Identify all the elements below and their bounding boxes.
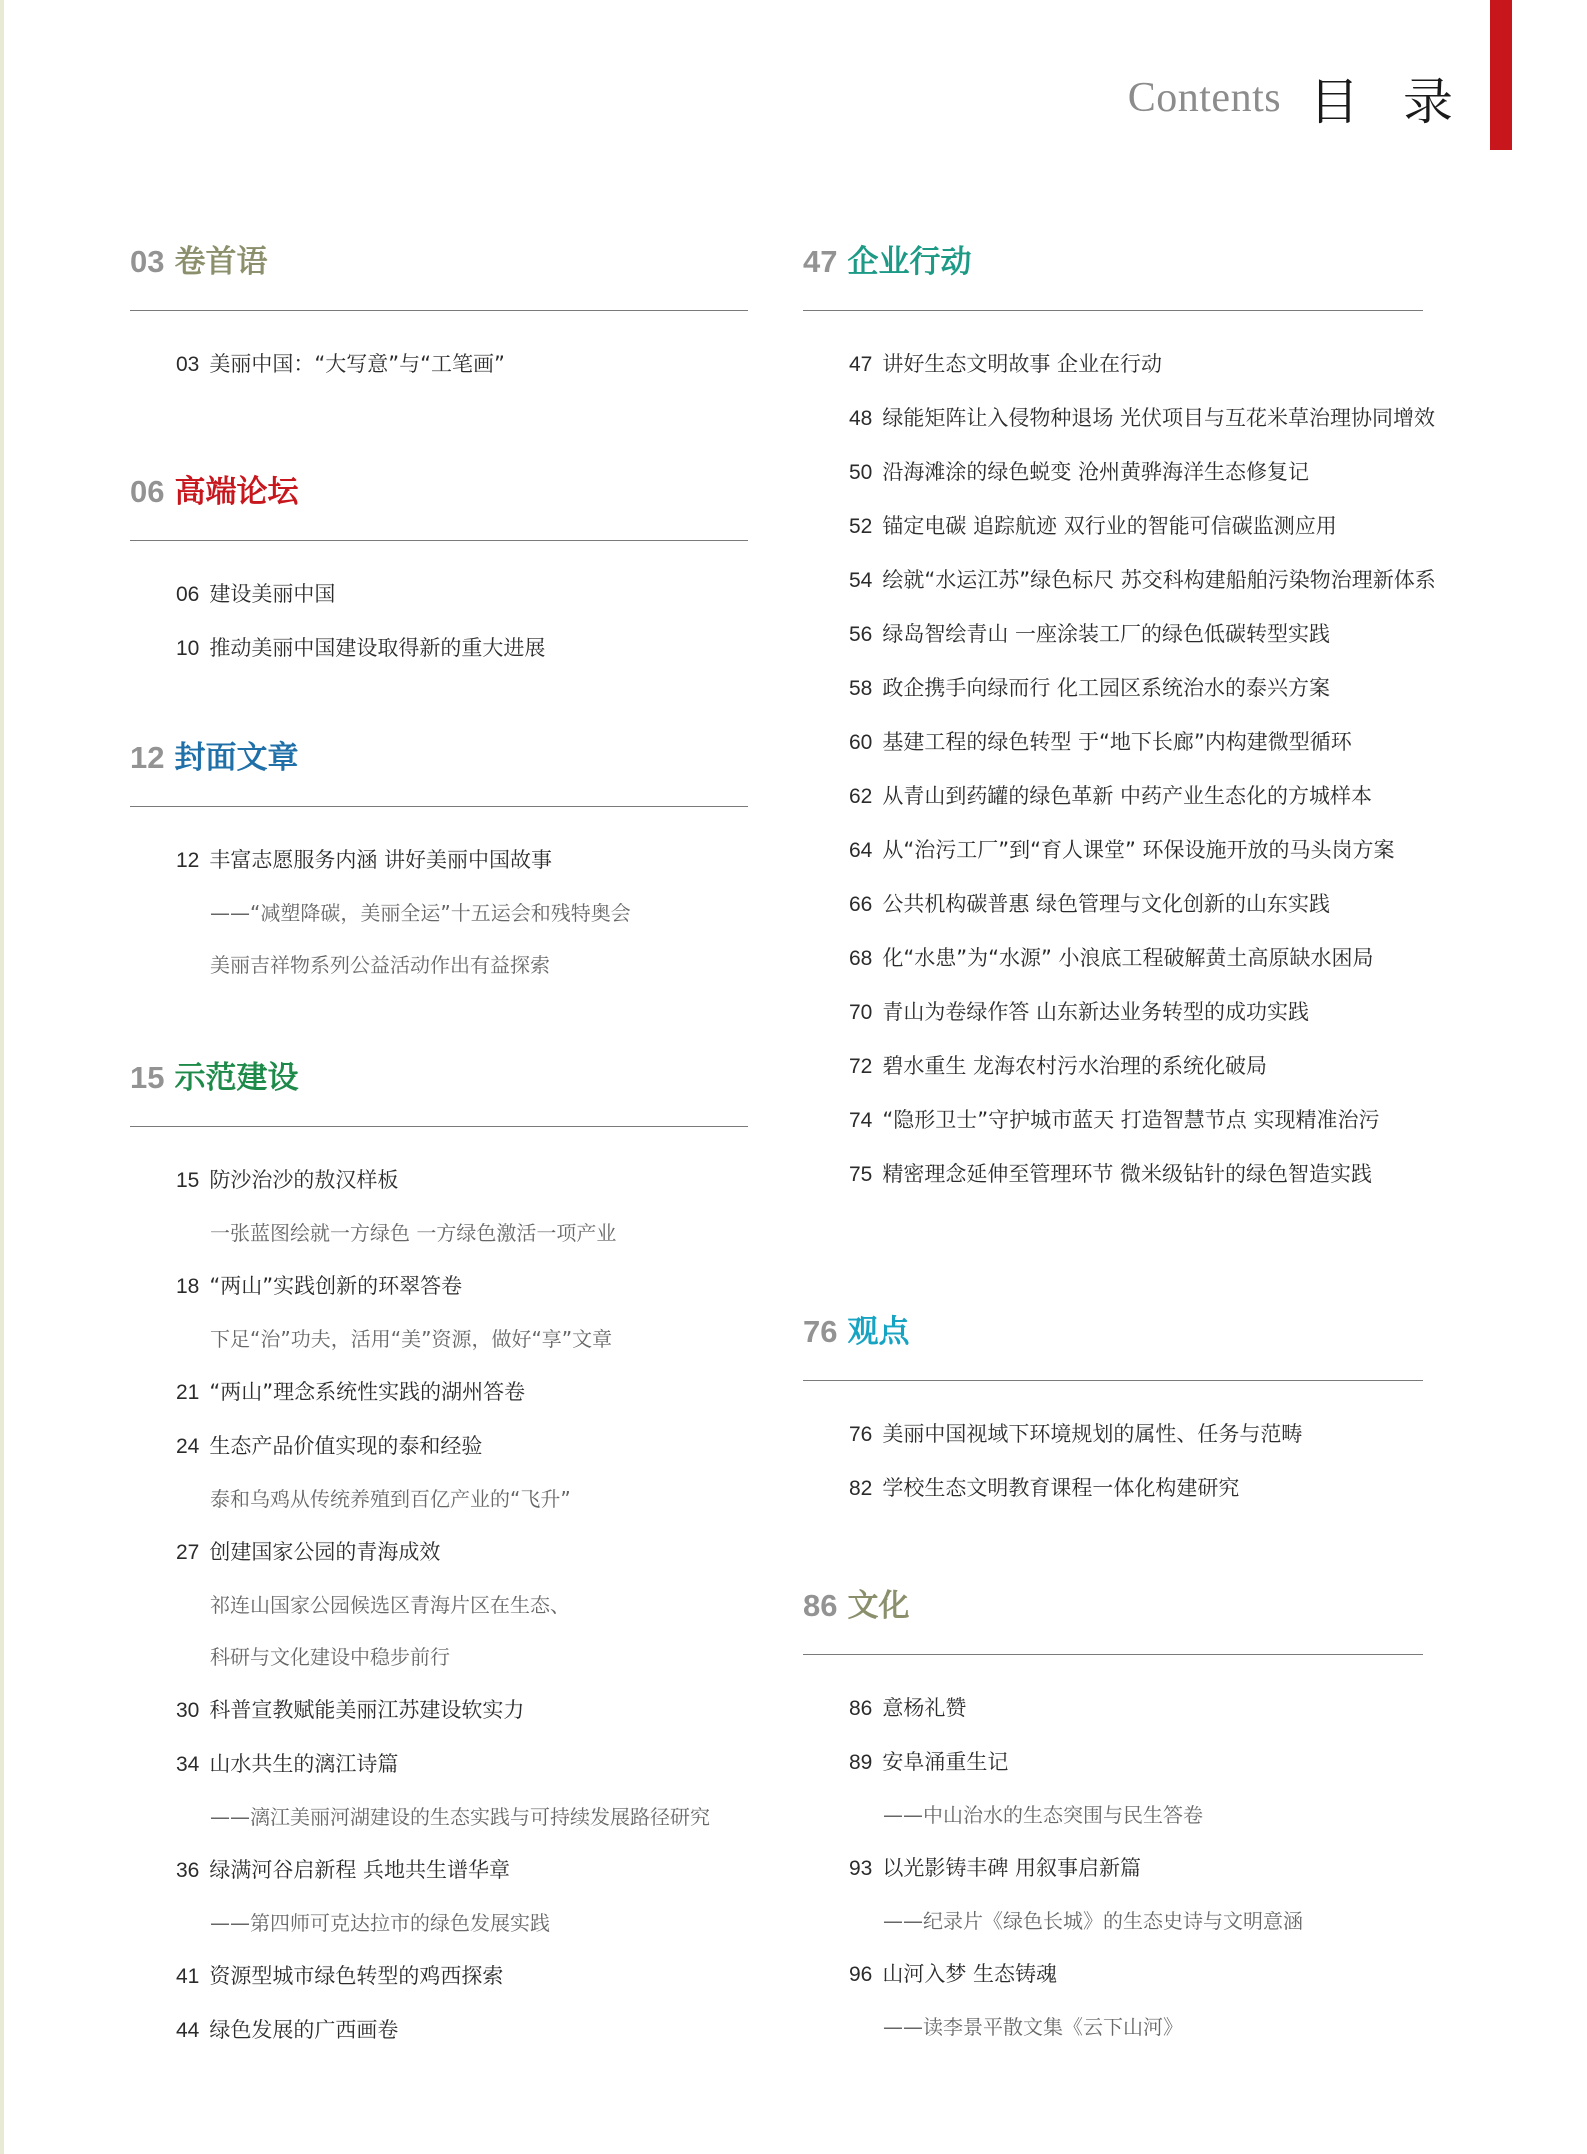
section-number: 12: [130, 740, 165, 775]
entry-title: 美丽中国：“大写意”与“工笔画”: [209, 352, 505, 376]
entry-title: 锚定电碳 追踪航迹 双行业的智能可信碳监测应用: [882, 514, 1337, 538]
toc-entry[interactable]: [803, 1681, 1423, 1735]
entry-page-number: 18: [176, 1275, 200, 1298]
entry-subtitle: ——中山治水的生态突围与民生答卷: [883, 1803, 1203, 1827]
entry-page-number: 50: [849, 461, 873, 484]
entry-page-number: 75: [849, 1163, 873, 1186]
section-divider: [803, 1654, 1423, 1655]
entry-subtitle: 下足“治”功夫，活用“美”资源，做好“享”文章: [210, 1327, 613, 1351]
toc-entry[interactable]: [803, 607, 1423, 661]
entry-page-number: 66: [849, 893, 873, 916]
entry-page-number: 72: [849, 1055, 873, 1078]
section-number: 86: [803, 1588, 838, 1623]
entry-title: 青山为卷绿作答 山东新达业务转型的成功实践: [882, 1000, 1310, 1024]
entry-page-number: 44: [176, 2019, 200, 2042]
entry-title: 学校生态文明教育课程一体化构建研究: [882, 1476, 1240, 1500]
contents-header: [1128, 62, 1467, 134]
entry-subtitle: ——“减塑降碳，美丽全运”十五运会和残特奥会: [210, 901, 631, 925]
entry-page-number: 76: [849, 1423, 873, 1446]
entry-page-number: 27: [176, 1541, 200, 1564]
toc-entry[interactable]: [803, 769, 1423, 823]
section-heading: [130, 232, 748, 292]
entry-page-number: 41: [176, 1965, 200, 1988]
entry-title: 山水共生的漓江诗篇: [209, 1752, 399, 1776]
section-heading: [130, 1048, 748, 1108]
toc-entry[interactable]: [130, 1683, 748, 1737]
contents-title-en: Contents: [1127, 75, 1282, 121]
entry-title: 以光影铸丰碑 用叙事启新篇: [882, 1856, 1142, 1880]
section-title: 示范建设: [174, 1060, 299, 1096]
toc-entry[interactable]: [803, 715, 1423, 769]
toc-entry[interactable]: [130, 567, 748, 621]
entry-title: 绿岛智绘青山 一座涂装工厂的绿色低碳转型实践: [882, 622, 1331, 646]
entry-subtitle: 美丽吉祥物系列公益活动作出有益探索: [210, 953, 550, 977]
toc-entry[interactable]: [130, 1949, 748, 2003]
entry-title: 基建工程的绿色转型 于“地下长廊”内构建微型循环: [882, 730, 1352, 754]
entry-page-number: 86: [849, 1697, 873, 1720]
toc-section: [803, 1302, 1423, 1515]
toc-section: [130, 728, 748, 991]
entry-title: 从青山到药罐的绿色革新 中药产业生态化的方城样本: [882, 784, 1373, 808]
entry-page-number: 30: [176, 1699, 200, 1722]
entry-title: 绘就“水运江苏”绿色标尺 苏交科构建船舶污染物治理新体系: [882, 568, 1436, 592]
entry-page-number: 12: [176, 849, 200, 872]
toc-entry[interactable]: [130, 1525, 748, 1579]
toc-entry[interactable]: [130, 337, 748, 391]
toc-entry[interactable]: [803, 985, 1423, 1039]
entry-subtitle: ——纪录片《绿色长城》的生态史诗与文明意涵: [883, 1909, 1303, 1933]
entry-page-number: 58: [849, 677, 873, 700]
entry-page-number: 89: [849, 1751, 873, 1774]
entry-page-number: 74: [849, 1109, 873, 1132]
entry-page-number: 96: [849, 1963, 873, 1986]
entry-title: 资源型城市绿色转型的鸡西探索: [209, 1964, 504, 1988]
entry-page-number: 21: [176, 1381, 200, 1404]
entry-title: 推动美丽中国建设取得新的重大进展: [209, 636, 546, 660]
toc-section: [130, 462, 748, 675]
entry-page-number: 68: [849, 947, 873, 970]
entry-title: 意杨礼赞: [882, 1696, 967, 1720]
toc-entry[interactable]: [130, 621, 748, 675]
entry-title: 碧水重生 龙海农村污水治理的系统化破局: [882, 1054, 1268, 1078]
section-divider: [130, 540, 748, 541]
entry-title: 绿能矩阵让入侵物种退场 光伏项目与互花米草治理协同增效: [882, 406, 1436, 430]
entry-title: 从“治污工厂”到“育人课堂” 环保设施开放的马头岗方案: [882, 838, 1395, 862]
entry-title: “两山”理念系统性实践的湖州答卷: [209, 1380, 526, 1404]
entry-page-number: 62: [849, 785, 873, 808]
entry-title: 精密理念延伸至管理环节 微米级钻针的绿色智造实践: [882, 1162, 1373, 1186]
toc-section: [130, 232, 748, 391]
toc-entry[interactable]: [803, 391, 1436, 445]
entry-title: 政企携手向绿而行 化工园区系统治水的泰兴方案: [882, 676, 1331, 700]
section-number: 03: [130, 244, 165, 279]
toc-entry[interactable]: [803, 553, 1436, 607]
entry-page-number: 10: [176, 637, 200, 660]
section-heading: [803, 1302, 1423, 1362]
entry-subtitle: ——读李景平散文集《云下山河》: [883, 2015, 1183, 2039]
entry-subtitle: 科研与文化建设中稳步前行: [210, 1645, 450, 1669]
toc-section: [803, 1576, 1423, 2053]
entry-page-number: 24: [176, 1435, 200, 1458]
toc-section: [130, 1048, 748, 2057]
section-divider: [130, 1126, 748, 1127]
entry-title: 美丽中国视域下环境规划的属性、任务与范畴: [882, 1422, 1303, 1446]
entry-title: 防沙治沙的敖汉样板: [209, 1168, 399, 1192]
entry-title: 创建国家公园的青海成效: [209, 1540, 441, 1564]
toc-entry[interactable]: [130, 1365, 748, 1419]
entry-title: 沿海滩涂的绿色蜕变 沧州黄骅海洋生态修复记: [882, 460, 1310, 484]
entry-page-number: 06: [176, 583, 200, 606]
toc-entry[interactable]: [130, 1843, 748, 1897]
entry-title: 建设美丽中国: [209, 582, 336, 606]
toc-entry[interactable]: [803, 877, 1423, 931]
entry-page-number: 93: [849, 1857, 873, 1880]
entry-title: 科普宣教赋能美丽江苏建设软实力: [209, 1698, 525, 1722]
toc-entry[interactable]: [130, 833, 748, 887]
entry-page-number: 36: [176, 1859, 200, 1882]
entry-page-number: 56: [849, 623, 873, 646]
entry-subtitle: ——第四师可克达拉市的绿色发展实践: [210, 1911, 550, 1935]
toc-entry[interactable]: [803, 1093, 1423, 1147]
toc-entry[interactable]: [803, 661, 1423, 715]
section-title: 封面文章: [174, 740, 299, 776]
section-number: 06: [130, 474, 165, 509]
entry-title: 公共机构碳普惠 绿色管理与文化创新的山东实践: [882, 892, 1331, 916]
entry-title: 化“水患”为“水源” 小浪底工程破解黄土高原缺水困局: [882, 946, 1374, 970]
entry-title: “两山”实践创新的环翠答卷: [209, 1274, 463, 1298]
toc-entry[interactable]: [130, 2003, 748, 2057]
toc-entry[interactable]: [803, 1461, 1423, 1515]
section-number: 76: [803, 1314, 838, 1349]
entry-page-number: 82: [849, 1477, 873, 1500]
entry-page-number: 64: [849, 839, 873, 862]
entry-subtitle: 祁连山国家公园候选区青海片区在生态、: [210, 1593, 570, 1617]
toc-entry[interactable]: [803, 1841, 1423, 1895]
section-number: 47: [803, 244, 838, 279]
entry-title: “隐形卫士”守护城市蓝天 打造智慧节点 实现精准治污: [882, 1108, 1380, 1132]
contents-title-zh: 目 录: [1309, 73, 1467, 131]
toc-entry[interactable]: [130, 1259, 748, 1313]
entry-subtitle: 泰和乌鸡从传统养殖到百亿产业的“飞升”: [210, 1487, 571, 1511]
section-title: 企业行动: [847, 244, 972, 280]
entry-page-number: 47: [849, 353, 873, 376]
section-heading: [130, 462, 748, 522]
section-divider: [803, 310, 1423, 311]
section-heading: [803, 1576, 1423, 1636]
entry-title: 生态产品价值实现的泰和经验: [209, 1434, 483, 1458]
section-title: 卷首语: [174, 244, 268, 280]
toc-entry[interactable]: [803, 823, 1423, 877]
entry-page-number: 54: [849, 569, 873, 592]
toc-entry[interactable]: [803, 337, 1423, 391]
entry-title: 绿色发展的广西画卷: [209, 2018, 399, 2042]
entry-title: 山河入梦 生态铸魂: [882, 1962, 1058, 1986]
entry-subtitle: 一张蓝图绘就一方绿色 一方绿色激活一项产业: [210, 1221, 617, 1245]
toc-entry[interactable]: [130, 1737, 748, 1791]
entry-subtitle: ——漓江美丽河湖建设的生态实践与可持续发展路径研究: [210, 1805, 710, 1829]
toc-entry[interactable]: [130, 1419, 748, 1473]
entry-title: 丰富志愿服务内涵 讲好美丽中国故事: [209, 848, 553, 872]
entry-page-number: 03: [176, 353, 200, 376]
section-heading: [803, 232, 1423, 292]
toc-entry[interactable]: [803, 1735, 1423, 1789]
entry-title: 安阜涌重生记: [882, 1750, 1009, 1774]
entry-title: 讲好生态文明故事 企业在行动: [882, 352, 1163, 376]
toc-entry[interactable]: [803, 1039, 1423, 1093]
entry-page-number: 52: [849, 515, 873, 538]
entry-page-number: 15: [176, 1169, 200, 1192]
entry-title: 绿满河谷启新程 兵地共生谱华章: [209, 1858, 511, 1882]
section-title: 观点: [847, 1314, 910, 1350]
toc-entry[interactable]: [130, 1153, 748, 1207]
toc-entry[interactable]: [803, 1947, 1423, 2001]
toc-entry[interactable]: [803, 499, 1423, 553]
toc-entry[interactable]: [803, 931, 1423, 985]
section-title: 文化: [847, 1588, 910, 1624]
section-number: 15: [130, 1060, 165, 1095]
toc-entry[interactable]: [803, 445, 1423, 499]
entry-page-number: 60: [849, 731, 873, 754]
entry-page-number: 48: [849, 407, 873, 430]
section-divider: [130, 806, 748, 807]
section-divider: [130, 310, 748, 311]
section-heading: [130, 728, 748, 788]
section-title: 高端论坛: [174, 474, 299, 510]
toc-entry[interactable]: [803, 1407, 1423, 1461]
page-edge-rule: [0, 0, 4, 2154]
red-bookmark-tab: [1490, 0, 1512, 150]
section-divider: [803, 1380, 1423, 1381]
toc-entry[interactable]: [803, 1147, 1423, 1201]
toc-section: [803, 232, 1436, 1201]
entry-page-number: 70: [849, 1001, 873, 1024]
entry-page-number: 34: [176, 1753, 200, 1776]
